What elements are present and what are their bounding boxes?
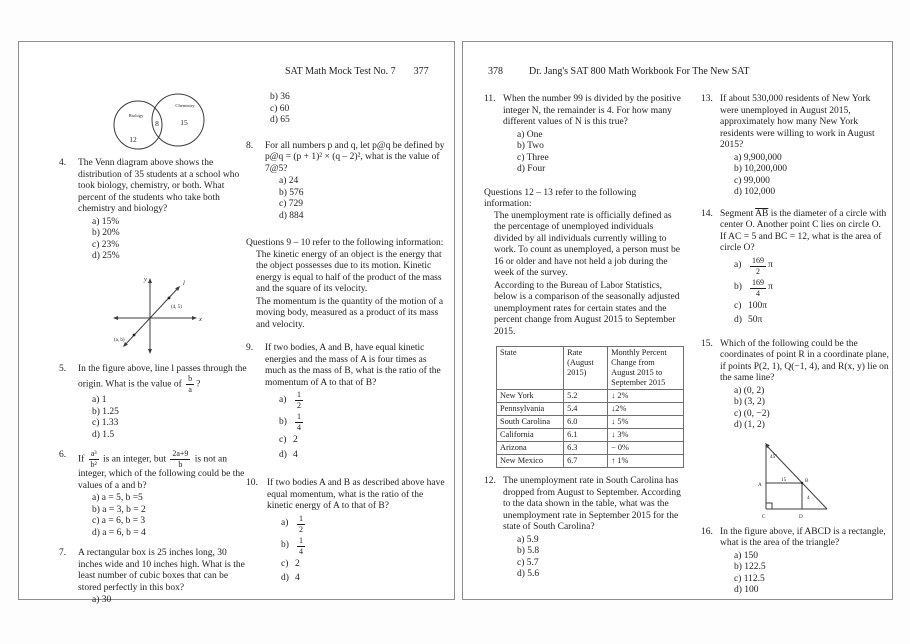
venn-diagram-figure (103, 92, 253, 152)
table-row: California 6.1 ↓ 3% (497, 429, 684, 442)
question-4-text: The Venn diagram above shows the distribution of 35 students at a school who took biology, chemistry, or both. What percent of the students who take both chemistry and biology? (78, 158, 240, 214)
y-axis-label: y (144, 275, 147, 283)
question-8 (246, 141, 450, 223)
question-14-text: is the diameter of a circle with center O. Another point C lies on circle O. If AC = 5 and BC = 12, what is the area of circle O? (720, 208, 887, 253)
info-12-13-paragraph-2: According to the Bureau of Labor Statistics, below is a comparison of the seasonally adjusted unemployment rates for certain states and the percent change from August 2015 to September 2015. (494, 280, 680, 337)
question-12 (484, 476, 684, 581)
question-4-number: 4. (59, 158, 67, 168)
question-9-option-c: c) 2 (279, 435, 298, 445)
question-7-options-continued (270, 92, 450, 127)
question-15-number: 15. (701, 338, 713, 349)
question-6-option-a: a) a = 5, b =5 (92, 493, 143, 503)
question-9-option-a: a) $\frac{1}{2}$ (279, 390, 301, 410)
question-12-text: The unemployment rate in South Carolina has dropped from August to September. According to the data shown in the table, what was the unemployment rate in September 2015 for the state of South Carolina? (503, 476, 681, 532)
table-header-row (497, 347, 684, 390)
page-left (18, 41, 455, 605)
question-10-option-c: c) 2 (281, 558, 300, 569)
question-10-option-d: d) 4 (281, 573, 300, 583)
question-5-option-d: d) 1.5 (92, 429, 115, 440)
question-16 (701, 527, 889, 597)
right-angle-mark (766, 503, 772, 509)
venn-left-count: 12 (129, 135, 137, 144)
point-lower-label: (a, b) (114, 337, 125, 343)
left-header-title: SAT Math Mock Test No. 7 (285, 66, 396, 77)
line-graph-figure (107, 272, 253, 358)
question-16-option-a: a) 150 (734, 550, 759, 561)
venn-left-label: Biology (128, 113, 144, 118)
apex-arrow (764, 441, 770, 447)
question-6-text: If (78, 454, 87, 465)
question-13-option-a: a) 9,900,000 (734, 152, 782, 163)
line-graph-svg (107, 272, 207, 358)
question-14-option-c: c) 100π (734, 300, 768, 311)
table-row: New Mexico 6.7 ↑ 1% (497, 455, 684, 468)
info-9-10-paragraph-1: The kinetic energy of an object is the energy that the object possesses due to its motion. Kinetic energy is equal to half of the product of the mass and the square of its velocity. (256, 249, 442, 294)
question-15-option-b: b) (3, 2) (734, 397, 765, 407)
question-7-option-d: d) 65 (270, 115, 290, 125)
question-7-option-a: a) 30 (92, 595, 112, 605)
left-page-header (285, 66, 429, 77)
question-13-option-c: c) 99,000 (734, 175, 770, 186)
question-6-number: 6. (59, 450, 67, 460)
question-8-number: 8. (246, 140, 254, 151)
question-8-option-b: b) 576 (279, 187, 304, 198)
triangle-b-label: B (805, 477, 809, 484)
right-page-header (488, 66, 749, 77)
y-arrow-bottom (148, 349, 152, 354)
question-15-option-c: c) (0, −2) (734, 408, 770, 419)
question-4-option-d: d) 25% (92, 251, 120, 261)
question-10-number: 10. (246, 478, 258, 488)
triangle-d-label: D (799, 513, 803, 520)
question-11-option-a: a) One (517, 129, 543, 140)
question-15-text: Which of the following could be the coordinates of point R in a coordinate plane, if points P(2, 1), Q(−1, 4), and R(x, y) lie on the same line? (720, 338, 889, 383)
question-8-option-a: a) 24 (279, 176, 299, 186)
question-15-option-a: a) (0, 2) (734, 385, 765, 396)
question-7-option-b: b) 36 (270, 92, 290, 102)
line-l-label: l (183, 279, 185, 287)
table-row: Pennsylvania 5.4 ↓2% (497, 403, 684, 416)
table-header-change: Monthly Percent Change from August 2015 to September 2015 (608, 347, 684, 390)
point-upper-label: (4, 5) (171, 304, 182, 310)
question-9-text: If two bodies, A and B, have equal kinetic energies and the mass of A is four times as much as the mass of B, what is the ratio of the momentum of A to that of B? (265, 343, 441, 388)
left-page-number: 377 (413, 66, 429, 77)
venn-right-label: Chemistry (175, 103, 195, 108)
question-5-text: In the figure above, line l passes through the origin. What is the value of (78, 363, 247, 390)
venn-right-circle (152, 94, 204, 146)
info-9-10-paragraph-2: The momentum is the quantity of the motion of a moving body, measured as a product of its mass and velocity. (256, 296, 444, 330)
left-column-1 (59, 92, 253, 616)
question-10 (246, 478, 450, 588)
point-upper-dot (168, 296, 171, 299)
unemployment-table (496, 346, 684, 468)
question-6: 6. If $\frac{\text{a³}}{\text{b²}}$ is an integer, but $\frac{2a+9}{b}$ is not an integer, which of the following could be the values of a and b? a) a = 5, b =5 b) a = 3, b = 2 c) a = 6, b = 3 d) a = 6, b = 4 (59, 450, 253, 539)
x-arrow-left (113, 316, 118, 320)
segment-ab-overline: $\overline{AB}$ (755, 208, 769, 219)
question-16-text: In the figure above, if ABCD is a rectangle, what is the area of the triangle? (720, 526, 886, 548)
question-13-text: If about 530,000 residents of New York were unemployed in August 2015, approximately how many New York residents were willing to work in August 2015? (720, 94, 875, 150)
fraction-b-over-a: $\frac{b}{a}$ (188, 374, 193, 394)
question-14-option-d: d) 50π (734, 315, 763, 325)
venn-overlap-count: 8 (155, 119, 159, 128)
question-15 (701, 339, 889, 432)
question-4-option-a: a) 15% (92, 216, 120, 227)
question-10-option-b: b) $\frac{1}{4}$ (281, 535, 303, 556)
question-12-option-c: c) 5.7 (517, 557, 539, 568)
question-11-option-d: d) Four (517, 164, 546, 174)
question-9-number: 9. (246, 343, 254, 353)
question-13-option-b: b) 10,200,000 (734, 164, 788, 174)
question-8-option-d: d) 884 (279, 210, 304, 221)
question-5-number: 5. (59, 363, 67, 374)
question-7 (59, 548, 253, 607)
question-14: 14. Segment $\overline{AB}$ is the diameter of a circle with center O. Another point C lies on circle O. If AC = 5 and BC = 12, what is the area of circle O? a) $\frac{169}{2}$ π b) $\frac{169}{4}$ π c) 100π d) 50π (701, 209, 889, 330)
question-4-option-b: b) 20% (92, 228, 120, 238)
question-16-option-c: c) 112.5 (734, 573, 765, 584)
question-12-option-d: d) 5.6 (517, 569, 540, 579)
question-11-text: When the number 99 is divided by the positive integer N, the remainder is 4. For how many different values of N is this true? (503, 94, 681, 127)
triangle-bd-length: 4 (807, 494, 810, 501)
right-page-number: 378 (488, 66, 503, 77)
y-arrow-top (148, 278, 152, 283)
info-9-10-heading: Questions 9 – 10 refer to the following information: (246, 238, 444, 248)
question-4-option-c: c) 23% (92, 239, 120, 250)
triangle-ab-length: 15 (781, 476, 787, 483)
table-row: South Carolina 6.0 ↓ 5% (497, 416, 684, 429)
fraction-2a9-over-b: $\frac{2a+9}{b}$ (172, 449, 189, 469)
point-b-dot (801, 481, 803, 483)
question-13-number: 13. (701, 94, 713, 104)
question-14-option-b: b) $\frac{169}{4}$ π (734, 277, 773, 298)
triangle-a-label: A (758, 481, 762, 488)
question-11-option-b: b) Two (517, 141, 544, 151)
question-9-option-b: b) $\frac{1}{4}$ (279, 412, 301, 432)
question-12-option-b: b) 5.8 (517, 546, 540, 556)
question-11 (484, 94, 684, 176)
question-10-option-a: a) $\frac{1}{2}$ (281, 513, 303, 534)
info-questions-9-10 (246, 238, 450, 331)
question-13-option-d: d) 102,000 (734, 187, 776, 197)
question-7-option-c: c) 60 (270, 103, 290, 114)
venn-right-count: 15 (180, 118, 188, 127)
point-lower-dot (133, 333, 136, 336)
question-16-number: 16. (701, 526, 713, 537)
question-6-option-d: d) a = 6, b = 4 (92, 527, 146, 538)
table-row: Arizona 6.3 − 0% (497, 442, 684, 455)
info-12-13-paragraph-1: The unemployment rate is officially defined as the percentage of unemployed individuals divided by all individuals currently willing to work. To count as unemployed, a person must be 16 or older and have not held a job during the week of the survey. (494, 210, 680, 278)
triangle-figure (739, 441, 889, 523)
triangle-angle-label: 45° (770, 453, 778, 460)
question-4 (59, 158, 253, 263)
line-l (124, 287, 179, 346)
triangle-c-label: C (762, 513, 766, 520)
right-header-title: Dr. Jang's SAT 800 Math Workbook For The New SAT (529, 66, 750, 77)
question-11-number: 11. (484, 94, 496, 104)
venn-diagram-svg (103, 92, 215, 152)
right-column-1 (484, 94, 684, 590)
x-arrow-right (192, 316, 197, 320)
question-12-option-a: a) 5.9 (517, 534, 539, 545)
question-15-option-d: d) (1, 2) (734, 420, 765, 430)
x-axis-label: x (199, 315, 202, 323)
question-7-text: A rectangular box is 25 inches long, 30 inches wide and 10 inches high. What is the least number of cubic boxes that can be stored perfectly in this box? (78, 548, 245, 593)
table-header-rate: Rate (August 2015) (564, 347, 608, 390)
fraction-a3-over-b2: $\frac{\text{a³}}{\text{b²}}$ (90, 449, 97, 469)
question-11-option-c: c) Three (517, 152, 549, 163)
table-row: New York 5.2 ↓ 2% (497, 390, 684, 403)
question-8-text: For all numbers p and q, let p@q be defined by p@q = (p + 1)² × (q – 2)², what is the value of 7@5? (265, 140, 445, 174)
triangle-svg (739, 441, 834, 523)
question-5-option-b: b) 1.25 (92, 406, 119, 417)
question-14-number: 14. (701, 208, 713, 219)
question-6-option-c: c) a = 6, b = 3 (92, 516, 146, 526)
question-7-number: 7. (59, 548, 67, 558)
question-10-text: If two bodies A and B as described above have equal momentum, what is the ratio of the kinetic energy of A to that of B? (267, 478, 445, 511)
question-16-option-b: b) 122.5 (734, 562, 766, 572)
page-right (462, 41, 893, 600)
info-questions-12-13 (484, 188, 684, 339)
question-16-option-d: d) 100 (734, 585, 759, 595)
question-5-option-a: a) 1 (92, 395, 107, 405)
question-12-number: 12. (484, 476, 496, 486)
question-14-option-a: a) $\frac{169}{2}$ π (734, 255, 773, 276)
info-12-13-heading: Questions 12 – 13 refer to the following information: (484, 187, 637, 209)
question-5-option-c: c) 1.33 (92, 418, 119, 428)
question-9 (246, 343, 450, 464)
question-13 (701, 94, 889, 199)
left-column-2 (246, 92, 450, 597)
table-header-state: State (497, 347, 564, 390)
right-column-2 (701, 94, 889, 606)
question-8-option-c: c) 729 (279, 199, 304, 209)
question-9-option-d: d) 4 (279, 449, 298, 460)
question-5: 5. In the figure above, line l passes through the origin. What is the value of $\frac{b}{a}$ ? a) 1 b) 1.25 c) 1.33 d) 1.5 (59, 364, 253, 442)
question-6-option-b: b) a = 3, b = 2 (92, 504, 146, 515)
